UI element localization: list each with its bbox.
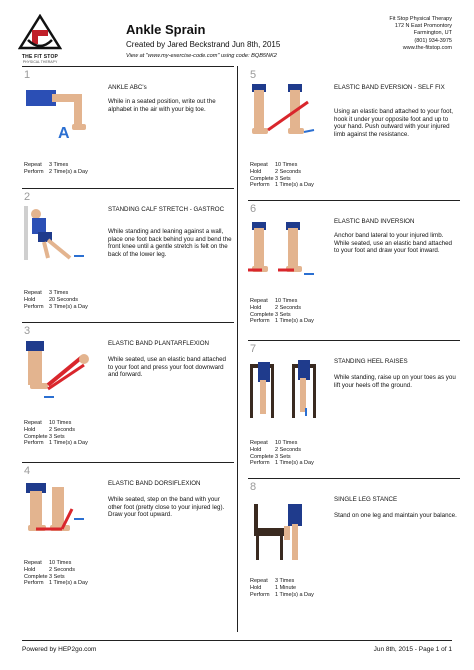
param-label: Repeat xyxy=(24,290,42,296)
param-label: Repeat xyxy=(250,298,268,304)
param-value: 2 Time(s) a Day xyxy=(49,168,88,175)
param-value: 3 Times xyxy=(49,290,69,296)
exercise-number: 3 xyxy=(24,325,31,337)
param-value: 1 Time(s) a Day xyxy=(49,440,88,447)
footer-page-info: Jun 8th, 2015 - Page 1 of 1 xyxy=(373,646,452,653)
exercise-description: Stand on one leg and maintain your balance. xyxy=(334,512,457,519)
exercise-illustration xyxy=(22,202,94,262)
clinic-line: (801) 934-3975 xyxy=(414,37,452,44)
logo-subtitle: PHYSICAL THERAPY xyxy=(22,60,58,64)
exercise-params xyxy=(250,440,314,467)
param-value: 2 Seconds xyxy=(49,426,75,433)
param-value: 2 Seconds xyxy=(275,168,301,175)
param-value: 3 Sets xyxy=(275,311,291,318)
param-label: Hold xyxy=(24,296,36,303)
exercise-params xyxy=(24,560,88,587)
param-label: Perform xyxy=(250,591,270,598)
param-value: 2 Seconds xyxy=(275,304,301,311)
exercise-number: 4 xyxy=(24,465,31,477)
param-label: Hold xyxy=(250,168,262,175)
exercise-description: Anchor band lateral to your injured limb. While seated, use an elastic band attached to your foot and draw your foot inward. xyxy=(334,232,452,255)
footer-powered-by: Powered by HEP2go.com xyxy=(22,646,97,653)
exercise-card-6 xyxy=(248,200,460,336)
param-value: 3 Sets xyxy=(49,433,65,440)
param-label: Complete xyxy=(24,573,48,580)
param-label: Repeat xyxy=(24,560,42,566)
exercise-card-7 xyxy=(248,340,460,476)
exercise-number: 8 xyxy=(250,481,257,493)
exercise-params xyxy=(250,578,314,598)
exercise-params xyxy=(24,290,88,310)
svg-text:A: A xyxy=(58,125,70,140)
logo-name: THE FIT STOP xyxy=(21,54,59,60)
param-value: 20 Seconds xyxy=(49,296,79,303)
exercise-illustration xyxy=(248,214,320,282)
exercise-description: While in a seated position, write out the alphabet in the air with your big toe. xyxy=(108,98,216,113)
param-value: 3 Times xyxy=(49,162,69,168)
param-label: Repeat xyxy=(24,420,42,426)
param-label: Complete xyxy=(250,175,274,182)
exercise-card-2 xyxy=(22,188,234,320)
param-label: Repeat xyxy=(24,162,42,168)
card-divider xyxy=(22,462,234,463)
exercise-title: ELASTIC BAND DORSIFLEXION xyxy=(108,480,201,487)
exercise-number: 6 xyxy=(250,203,257,215)
exercise-params xyxy=(250,298,314,325)
exercise-description: While standing and leaning against a wall, place one foot back behind you and bend the front knee until a gentle stretch is felt on the back of the lower leg. xyxy=(108,228,232,258)
exercise-description: While standing, raise up on your toes as you lift your heels off the ground. xyxy=(334,374,456,389)
column-divider xyxy=(237,66,238,632)
footer-divider xyxy=(22,640,452,641)
param-label: Perform xyxy=(24,168,44,175)
exercise-illustration xyxy=(248,492,320,572)
param-label: Hold xyxy=(24,426,36,433)
param-value: 3 Sets xyxy=(49,573,65,580)
exercise-description: Using an elastic band attached to your foot, hook it under your opposite foot and up to your hand. Push outward with your injured limb against the resistance. xyxy=(334,108,454,138)
card-divider xyxy=(22,322,234,323)
clinic-line: www.the-fitstop.com xyxy=(402,44,452,51)
param-value: 10 Times xyxy=(275,440,298,446)
param-label: Perform xyxy=(24,440,44,447)
param-label: Hold xyxy=(24,566,36,573)
param-label: Hold xyxy=(250,446,262,453)
exercise-title: SINGLE LEG STANCE xyxy=(334,496,398,503)
param-label: Perform xyxy=(24,580,44,587)
param-value: 3 Sets xyxy=(275,175,291,182)
param-value: 10 Times xyxy=(275,162,298,168)
clinic-line: Farmington, UT xyxy=(413,30,452,37)
param-value: 1 Time(s) a Day xyxy=(275,460,314,467)
exercise-number: 7 xyxy=(250,343,257,355)
param-label: Perform xyxy=(250,182,270,189)
card-divider xyxy=(22,66,234,67)
param-label: Complete xyxy=(24,433,48,440)
param-label: Repeat xyxy=(250,162,268,168)
clinic-line: Fit Stop Physical Therapy xyxy=(389,16,452,22)
exercise-params xyxy=(250,162,314,189)
param-value: 3 Time(s) a Day xyxy=(49,303,88,310)
param-value: 3 Times xyxy=(275,578,295,584)
clinic-address xyxy=(389,16,452,52)
param-label: Repeat xyxy=(250,578,268,584)
param-label: Hold xyxy=(250,584,262,591)
exercise-number: 2 xyxy=(24,191,31,203)
exercise-card-8 xyxy=(248,478,460,632)
clinic-line: 172 N East Promontory xyxy=(394,23,452,30)
exercise-title: ANKLE ABC's xyxy=(108,84,147,91)
param-label: Hold xyxy=(250,304,262,311)
created-by: Created by Jared Beckstrand Jun 8th, 2015 xyxy=(126,40,281,49)
exercise-params xyxy=(24,420,88,447)
param-value: 1 Time(s) a Day xyxy=(275,591,314,598)
exercise-illustration xyxy=(22,80,94,140)
exercise-card-5 xyxy=(248,66,460,200)
exercise-title: ELASTIC BAND INVERSION xyxy=(334,218,415,225)
param-label: Complete xyxy=(250,311,274,318)
exercise-title: ELASTIC BAND PLANTARFLEXION xyxy=(108,340,209,347)
param-label: Repeat xyxy=(250,440,268,446)
param-value: 2 Seconds xyxy=(275,446,301,453)
param-value: 1 Time(s) a Day xyxy=(49,580,88,587)
page-title: Ankle Sprain xyxy=(126,22,206,37)
param-value: 10 Times xyxy=(49,560,72,566)
exercise-illustration xyxy=(248,80,320,140)
exercise-title: STANDING HEEL RAISES xyxy=(334,358,408,365)
card-divider xyxy=(248,478,460,479)
exercise-number: 1 xyxy=(24,69,31,81)
exercise-card-1 xyxy=(22,66,234,186)
card-divider xyxy=(22,188,234,189)
exercise-number: 5 xyxy=(250,69,257,81)
param-value: 10 Times xyxy=(275,298,298,304)
exercise-illustration xyxy=(22,336,94,402)
exercise-params xyxy=(24,162,88,176)
card-divider xyxy=(248,340,460,341)
param-value: 1 Time(s) a Day xyxy=(275,318,314,325)
exercise-description: While seated, use an elastic band attached to your foot and press your foot downward and forward. xyxy=(108,356,226,379)
param-value: 1 Minute xyxy=(275,584,297,591)
exercise-title: STANDING CALF STRETCH - GASTROC xyxy=(108,206,225,213)
view-at-code: View at "www.my-exercise-code.com" using code: BQB5NK2 xyxy=(126,53,277,59)
exercise-title: ELASTIC BAND EVERSION - SELF FIX xyxy=(334,84,445,91)
param-value: 2 Seconds xyxy=(49,566,75,573)
param-label: Complete xyxy=(250,453,274,460)
exercise-card-4 xyxy=(22,462,234,632)
exercise-card-3 xyxy=(22,322,234,460)
param-value: 3 Sets xyxy=(275,453,291,460)
param-label: Perform xyxy=(24,303,44,310)
exercise-description: While seated, step on the band with your other foot (pretty close to your injured leg). Draw your foot upward. xyxy=(108,496,225,519)
param-value: 10 Times xyxy=(49,420,72,426)
card-divider xyxy=(248,200,460,201)
param-label: Perform xyxy=(250,460,270,467)
exercise-illustration xyxy=(22,476,94,542)
param-value: 1 Time(s) a Day xyxy=(275,182,314,189)
param-label: Perform xyxy=(250,318,270,325)
exercise-illustration xyxy=(248,354,320,426)
